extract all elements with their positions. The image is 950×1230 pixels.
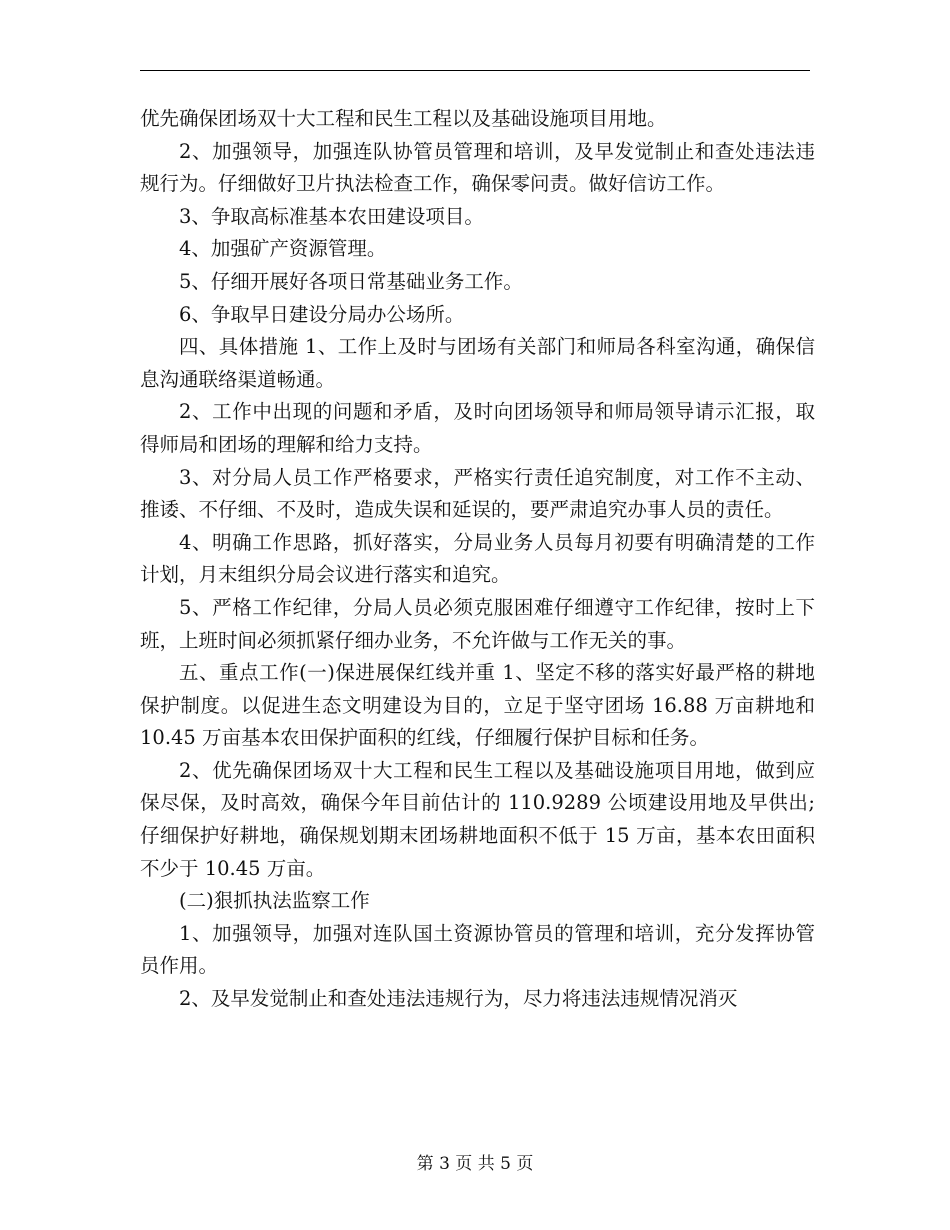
paragraph: (二)狠抓执法监察工作 <box>179 889 370 913</box>
paragraph: 2、优先确保团场双十大工程和民生工程以及基础设施项目用地，做到应保尽保，及时高效，确保今年目前估计的 110.9289 公顷建设用地及早供出;仔细保护好耕地，确保规划期末团场耕地面积不低于 15 万亩，基本农田面积不少于 10.45 万亩。 <box>140 758 815 880</box>
paragraph: 优先确保团场双十大工程和民生工程以及基础设施项目用地。 <box>140 107 667 130</box>
paragraph: 1、加强领导，加强对连队国土资源协管员的管理和培训，充分发挥协管员作用。 <box>140 921 815 978</box>
paragraph: 4、明确工作思路，抓好落实，分局业务人员每月初要有明确清楚的工作计划，月末组织分局会议进行落实和追究。 <box>140 530 815 587</box>
paragraph: 2、及早发觉制止和查处违法违规行为，尽力将违法违规情况消灭 <box>179 987 738 1011</box>
document-body <box>140 103 815 1016</box>
paragraph: 四、具体措施 1、工作上及时与团场有关部门和师局各科室沟通，确保信息沟通联络渠道畅通。 <box>140 335 815 391</box>
paragraph: 5、仔细开展好各项日常基础业务工作。 <box>179 269 523 293</box>
header-rule <box>140 70 810 71</box>
paragraph: 2、工作中出现的问题和矛盾，及时向团场领导和师局领导请示汇报，取得师局和团场的理解和给力支持。 <box>140 400 815 456</box>
paragraph: 2、加强领导，加强连队协管员管理和培训，及早发觉制止和查处违法违规行为。仔细做好卫片执法检查工作，确保零问责。做好信访工作。 <box>140 139 815 196</box>
paragraph: 3、对分局人员工作严格要求，严格实行责任追究制度，对工作不主动、推诿、不仔细、不及时，造成失误和延误的，要严肃追究办事人员的责任。 <box>140 465 815 522</box>
paragraph: 五、重点工作(一)保进展保红线并重 1、坚定不移的落实好最严格的耕地保护制度。以促进生态文明建设为目的，立足于坚守团场 16.88 万亩耕地和 10.45 万亩基本农田保护面积的红线，仔细履行保护目标和任务。 <box>140 661 815 750</box>
page-footer: 第 3 页 共 5 页 <box>416 1154 534 1174</box>
paragraph: 4、加强矿产资源管理。 <box>179 237 387 261</box>
paragraph: 3、争取高标准基本农田建设项目。 <box>179 204 484 228</box>
paragraph: 6、争取早日建设分局办公场所。 <box>179 302 465 326</box>
paragraph: 5、严格工作纪律，分局人员必须克服困难仔细遵守工作纪律，按时上下班，上班时间必须抓紧仔细办业务，不允许做与工作无关的事。 <box>140 595 815 652</box>
